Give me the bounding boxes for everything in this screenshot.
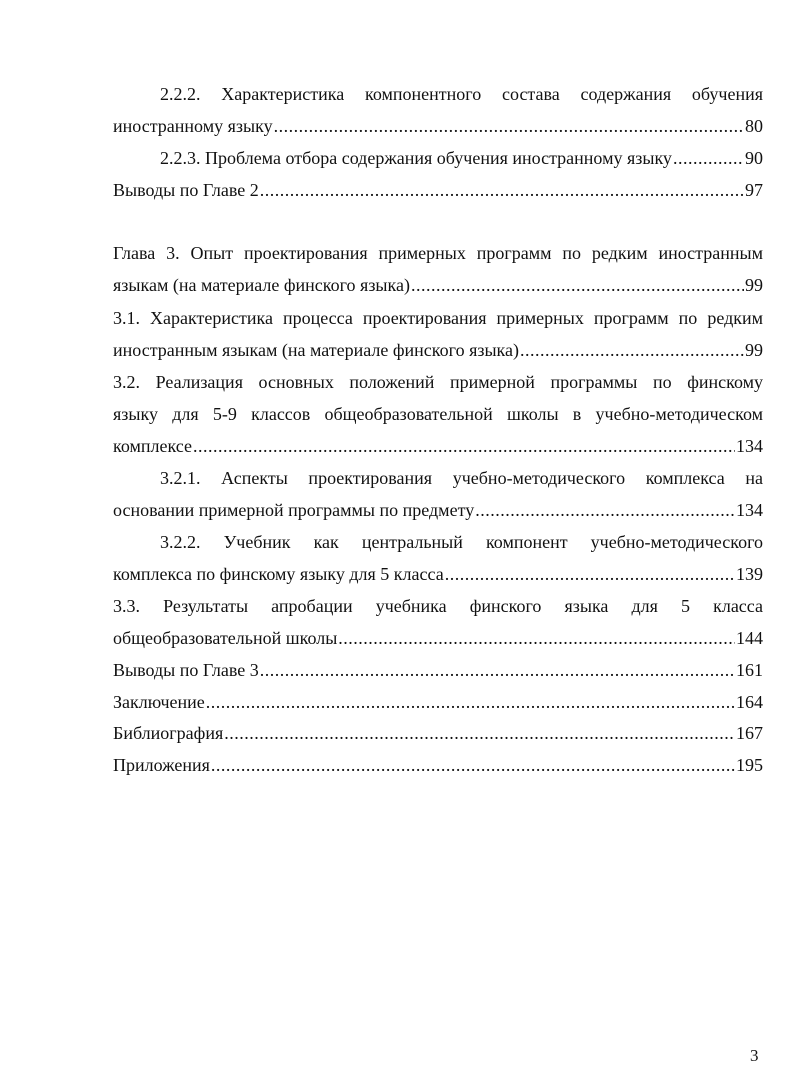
toc-page-number: 161 xyxy=(736,660,763,680)
toc-3-1-line1: 3.1. Характеристика процесса проектирования примерных программ по редким xyxy=(113,308,763,328)
toc-3-1-line2 xyxy=(113,339,763,361)
toc-page-number: 134 xyxy=(736,500,763,520)
toc-conclusions-ch2 xyxy=(113,179,763,201)
toc-3-2-1-line2 xyxy=(113,499,763,521)
toc-page-number: 144 xyxy=(736,628,763,648)
leader-dots xyxy=(211,754,735,776)
leader-dots xyxy=(520,339,744,361)
leader-dots xyxy=(260,179,744,201)
toc-page-number: 99 xyxy=(745,275,763,295)
toc-2-2-2-line2 xyxy=(113,115,763,137)
toc-entry-text: иностранному языку xyxy=(113,116,273,136)
toc-entry-text: Приложения xyxy=(113,755,210,775)
leader-dots xyxy=(411,274,744,296)
leader-dots xyxy=(193,435,735,457)
toc-page-number: 195 xyxy=(736,755,763,775)
toc-conclusion xyxy=(113,691,763,713)
toc-bibliography xyxy=(113,722,763,744)
toc-entry-text: общеобразовательной школы xyxy=(113,628,338,648)
toc-2-2-2-line1: 2.2.2. Характеристика компонентного состава содержания обучения xyxy=(160,84,763,104)
toc-3-3-line2 xyxy=(113,627,763,649)
leader-dots xyxy=(260,659,735,681)
leader-dots xyxy=(224,722,735,744)
toc-page-number: 139 xyxy=(736,564,763,584)
toc-entry-text: Выводы по Главе 2 xyxy=(113,180,259,200)
toc-entry-text: языкам (на материале финского языка) xyxy=(113,275,410,295)
toc-entry-text: иностранным языкам (на материале финского языка) xyxy=(113,340,520,360)
leader-dots xyxy=(274,115,744,137)
toc-2-2-3 xyxy=(160,147,763,169)
page-number: 3 xyxy=(750,1046,759,1065)
toc-appendices xyxy=(113,754,763,776)
leader-dots xyxy=(475,499,735,521)
toc-page-number: 80 xyxy=(745,116,763,136)
leader-dots xyxy=(673,147,744,169)
toc-page-number: 164 xyxy=(736,692,763,712)
leader-dots xyxy=(338,627,735,649)
toc-entry-text: комплексе xyxy=(113,436,192,456)
toc-entry-text: основании примерной программы по предмету xyxy=(113,500,475,520)
toc-3-3-line1: 3.3. Результаты апробации учебника финского языка для 5 класса xyxy=(113,596,763,616)
toc-3-2-line2: языку для 5-9 классов общеобразовательной школы в учебно-методическом xyxy=(113,404,763,424)
toc-page-number: 99 xyxy=(745,340,763,360)
toc-entry-text: Библиография xyxy=(113,723,224,743)
toc-3-2-2-line2 xyxy=(113,563,763,585)
toc-page-number: 134 xyxy=(736,436,763,456)
toc-chapter-3-line1: Глава 3. Опыт проектирования примерных программ по редким иностранным xyxy=(113,243,763,263)
toc-page-number: 90 xyxy=(745,148,763,168)
toc-entry-text: комплекса по финскому языку для 5 класса xyxy=(113,564,444,584)
toc-3-2-1-line1: 3.2.1. Аспекты проектирования учебно-методического комплекса на xyxy=(160,468,763,488)
toc-3-2-2-line1: 3.2.2. Учебник как центральный компонент учебно-методического xyxy=(160,532,763,552)
toc-entry-text: 2.2.3. Проблема отбора содержания обучения иностранному языку xyxy=(160,148,672,168)
toc-conclusions-ch3 xyxy=(113,659,763,681)
toc-entry-text: Заключение xyxy=(113,692,205,712)
leader-dots xyxy=(206,691,735,713)
toc-page-number: 97 xyxy=(745,180,763,200)
toc-3-2-line3 xyxy=(113,435,763,457)
toc-page-number: 167 xyxy=(736,723,763,743)
toc-chapter-3-line2 xyxy=(113,274,763,296)
toc-3-2-line1: 3.2. Реализация основных положений примерной программы по финскому xyxy=(113,372,763,392)
leader-dots xyxy=(445,563,735,585)
toc-entry-text: Выводы по Главе 3 xyxy=(113,660,259,680)
